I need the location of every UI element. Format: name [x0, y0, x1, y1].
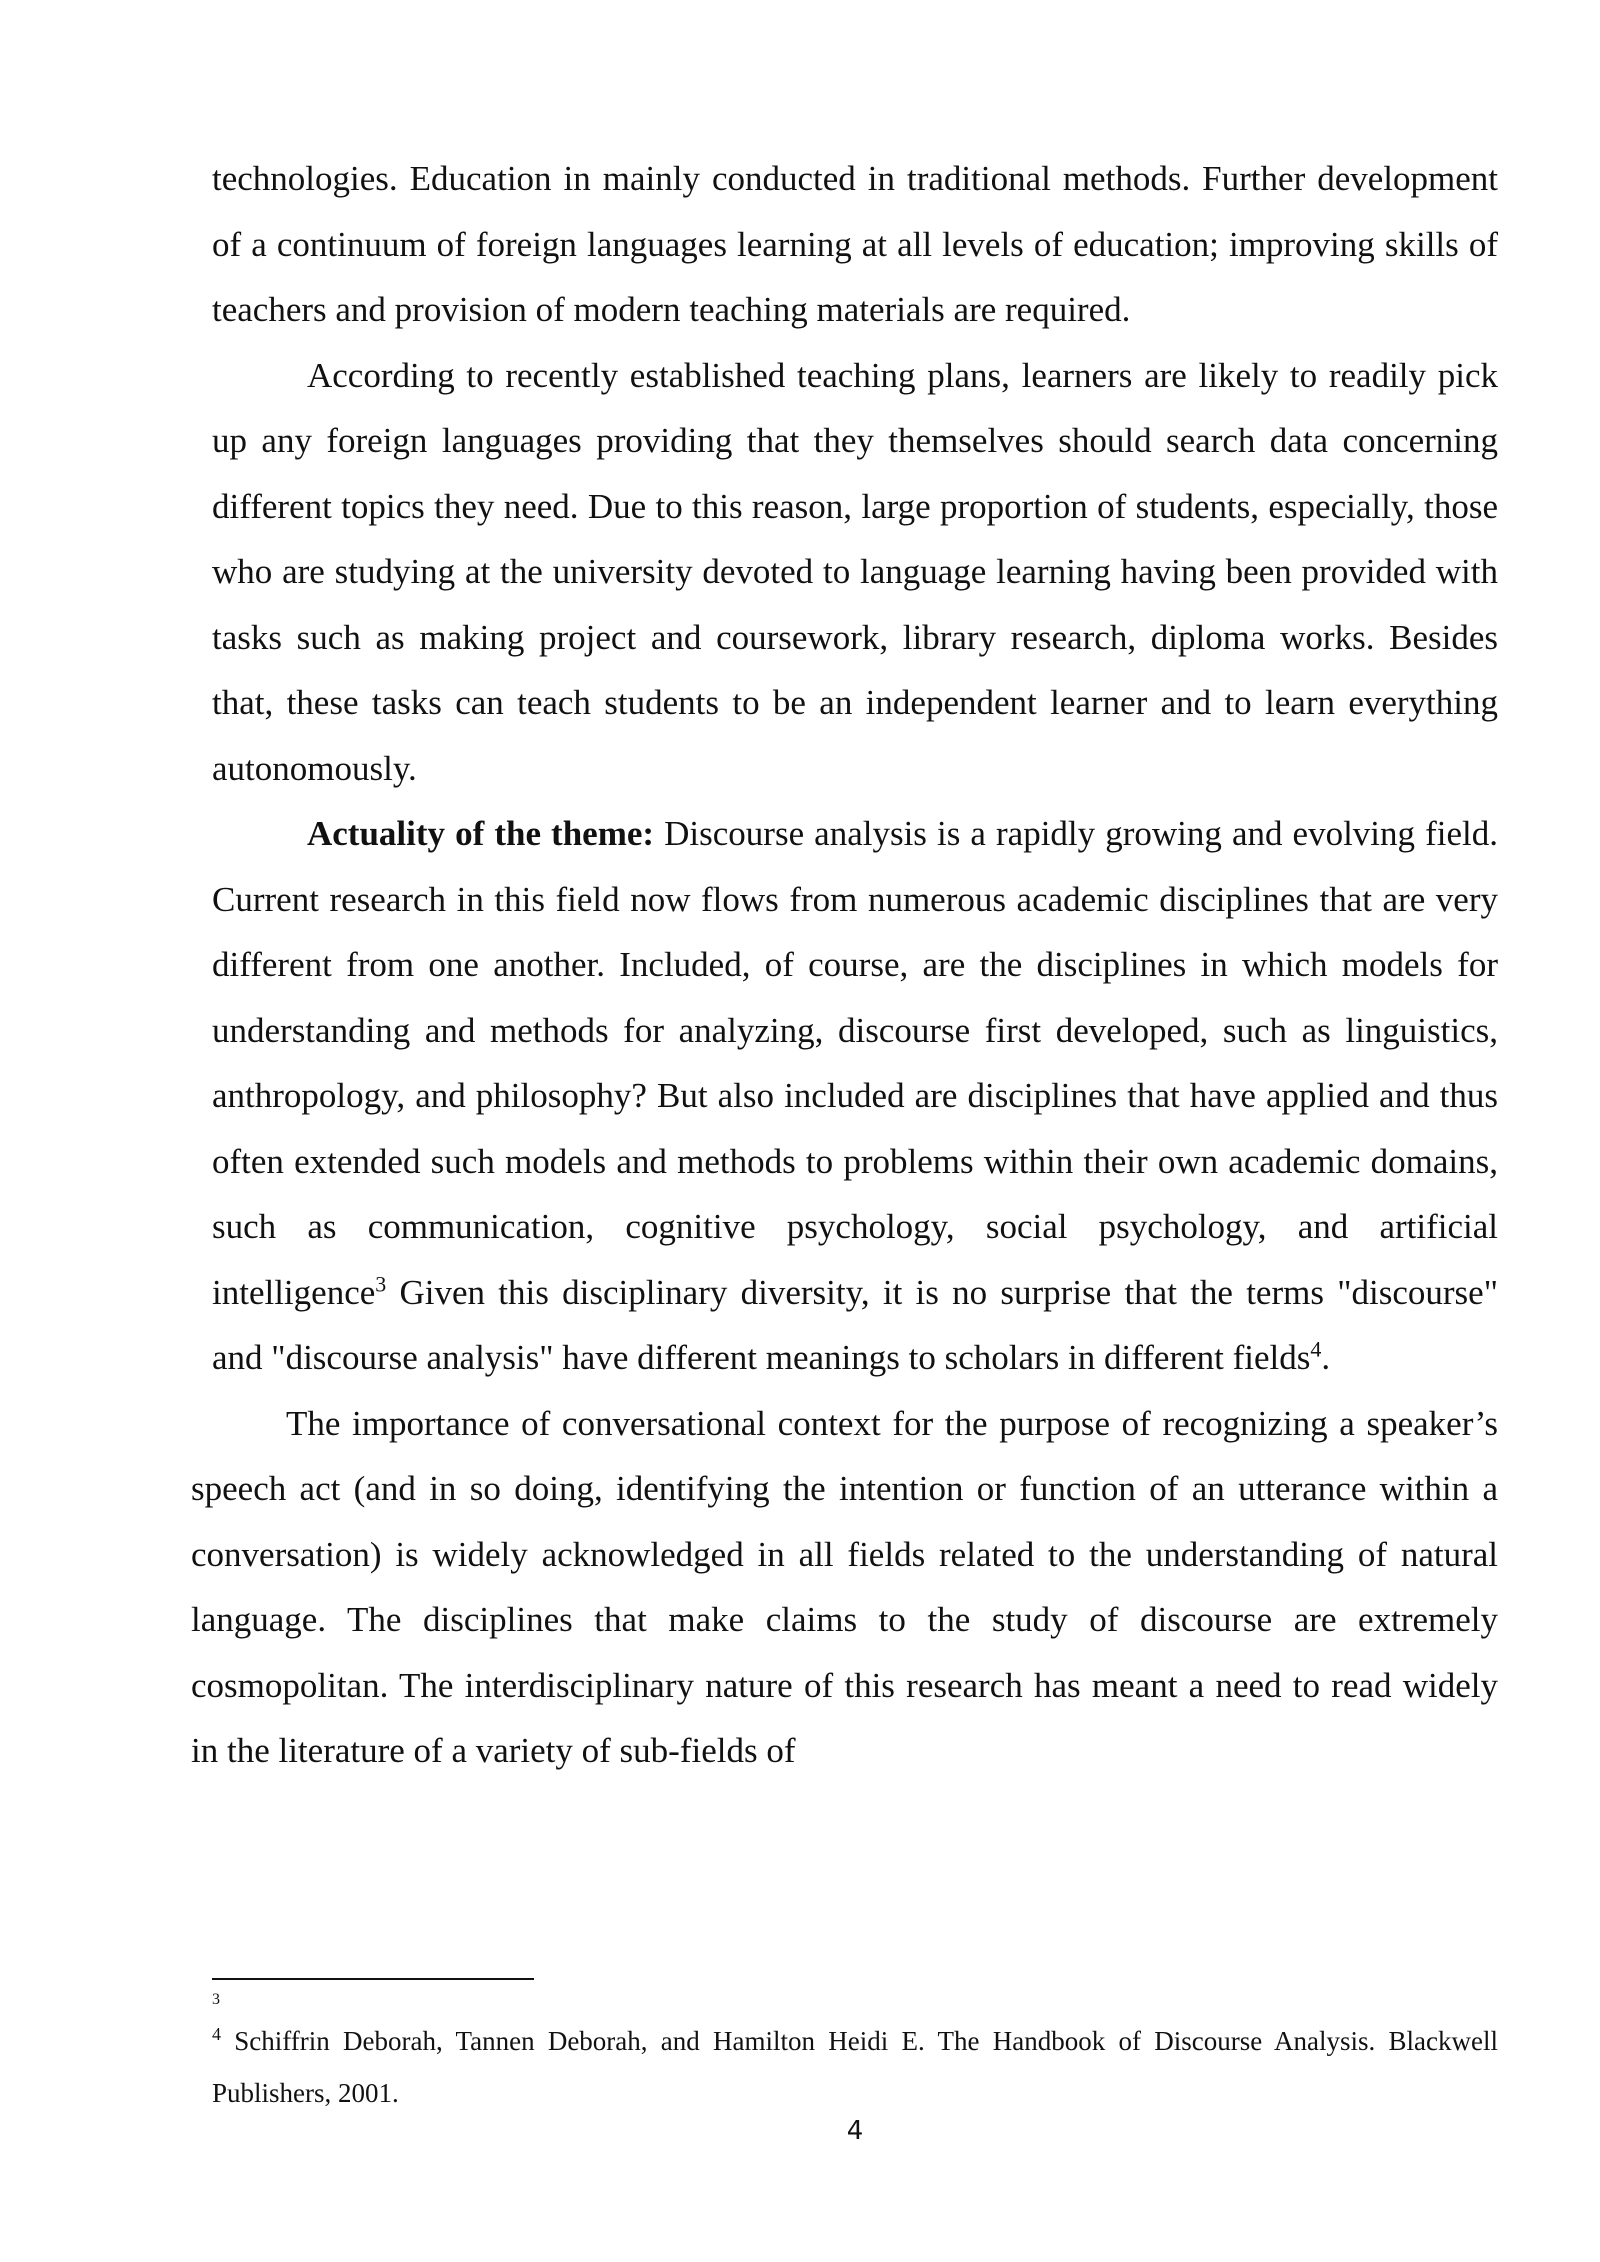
- paragraph-1: technologies. Education in mainly conducted in traditional methods. Further development of a continuum of foreign languages learning at all levels of education; improving skills of teachers and provision of modern teaching materials are required.: [212, 159, 1498, 329]
- footnote-ref-4: 4: [1310, 1336, 1322, 1362]
- paragraph-3-text-b: Given this disciplinary diversity, it is no surprise that the terms "discourse" and "discourse analysis" have different meanings to scholars in different fields: [212, 1272, 1498, 1377]
- page-number: 4: [846, 2116, 864, 2146]
- body-text: [191, 146, 1498, 1784]
- footnote-ref-3: 3: [375, 1270, 387, 1296]
- paragraph-4: The importance of conversational context for the purpose of recognizing a speaker’s speech act (and in so doing, identifying the intention or function of an utterance within a conversation) is widely acknowledged in all fields related to the understanding of natural language. The disciplines that make claims to the study of discourse are extremely cosmopolitan. The interdisciplinary nature of this research has meant a need to read widely in the literature of a variety of sub-fields of: [191, 1403, 1498, 1770]
- paragraph-3-text-c: .: [1321, 1338, 1331, 1377]
- paragraph-3: [212, 801, 1498, 1391]
- footnote-4-mark: 4: [212, 2024, 221, 2044]
- footnotes: [212, 1985, 1498, 2119]
- footnote-4: [212, 2015, 1498, 2119]
- footnote-3: [212, 1985, 1498, 2015]
- paragraph-3-text-a: Discourse analysis is a rapidly growing and evolving field. Current research in this field now flows from numerous academic disciplines that are very different from one another. Included, of course, are the disciplines in which models for understanding and methods for analyzing, discourse first developed, such as linguistics, anthropology, and philosophy? But also included are disciplines that have applied and thus often extended such models and methods to problems within their own academic domains, such as communication, cognitive psychology, social psychology, and artificial intelligence: [212, 814, 1498, 1312]
- footnote-4-text: Schiffrin Deborah, Tannen Deborah, and Hamilton Heidi E. The Handbook of Discourse Analysis. Blackwell Publishers, 2001.: [212, 2026, 1498, 2108]
- footnote-3-mark: 3: [212, 1991, 220, 2008]
- footnote-separator: [212, 1978, 534, 1980]
- paragraph-2: According to recently established teaching plans, learners are likely to readily pick up any foreign languages providing that they themselves should search data concerning different topics they need. Due to this reason, large proportion of students, especially, those who are studying at the university devoted to language learning having been provided with tasks such as making project and coursework, library research, diploma works. Besides that, these tasks can teach students to be an independent learner and to learn everything autonomously.: [212, 355, 1498, 788]
- paragraph-3-heading: Actuality of the theme:: [307, 814, 655, 853]
